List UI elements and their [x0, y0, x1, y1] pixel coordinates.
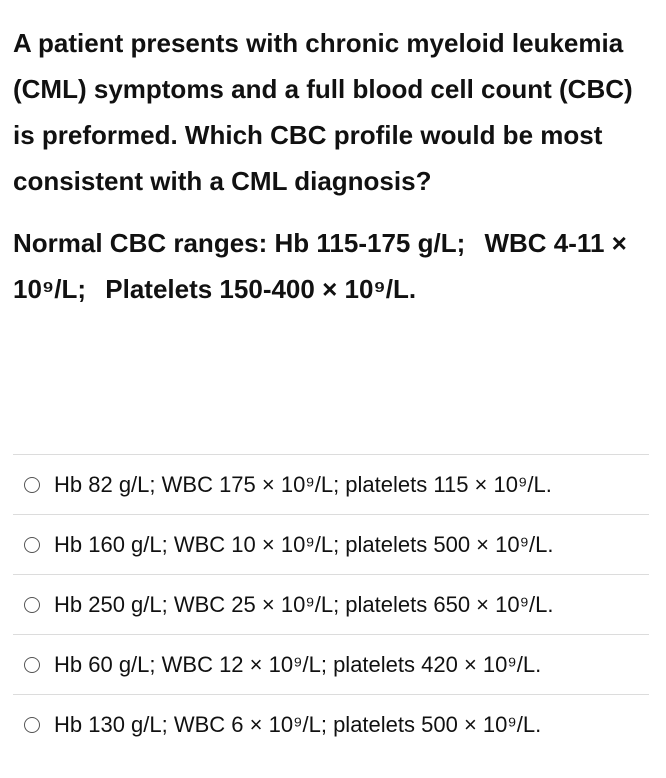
- radio-button-icon[interactable]: [24, 537, 40, 553]
- question-block: [13, 20, 653, 312]
- ranges-prefix: Normal CBC ranges:: [13, 228, 268, 258]
- range-wbc: WBC 4-11 × 10⁹/L;: [13, 228, 627, 304]
- option-label: Hb 82 g/L; WBC 175 × 10⁹/L; platelets 115 × 10⁹/L.: [54, 471, 552, 497]
- option-label: Hb 60 g/L; WBC 12 × 10⁹/L; platelets 420 × 10⁹/L.: [54, 651, 542, 677]
- answer-option-2[interactable]: [13, 514, 649, 574]
- answer-option-1[interactable]: [13, 454, 649, 514]
- radio-button-icon[interactable]: [24, 717, 40, 733]
- range-hb: Hb 115-175 g/L;: [274, 228, 466, 258]
- normal-ranges: [13, 220, 653, 312]
- option-label: Hb 130 g/L; WBC 6 × 10⁹/L; platelets 500 × 10⁹/L.: [54, 711, 542, 737]
- range-platelets: Platelets 150-400 × 10⁹/L.: [105, 274, 417, 304]
- answer-option-5[interactable]: [13, 694, 649, 754]
- answer-options: [13, 454, 649, 754]
- radio-button-icon[interactable]: [24, 477, 40, 493]
- radio-button-icon[interactable]: [24, 657, 40, 673]
- answer-option-4[interactable]: [13, 634, 649, 694]
- question-text: A patient presents with chronic myeloid leukemia (CML) symptoms and a full blood cell count (CBC) is preformed. Which CBC profile would be most consistent with a CML diagnosis?: [13, 28, 633, 196]
- answer-option-3[interactable]: [13, 574, 649, 634]
- option-label: Hb 160 g/L; WBC 10 × 10⁹/L; platelets 500 × 10⁹/L.: [54, 531, 554, 557]
- radio-button-icon[interactable]: [24, 597, 40, 613]
- option-label: Hb 250 g/L; WBC 25 × 10⁹/L; platelets 650 × 10⁹/L.: [54, 591, 554, 617]
